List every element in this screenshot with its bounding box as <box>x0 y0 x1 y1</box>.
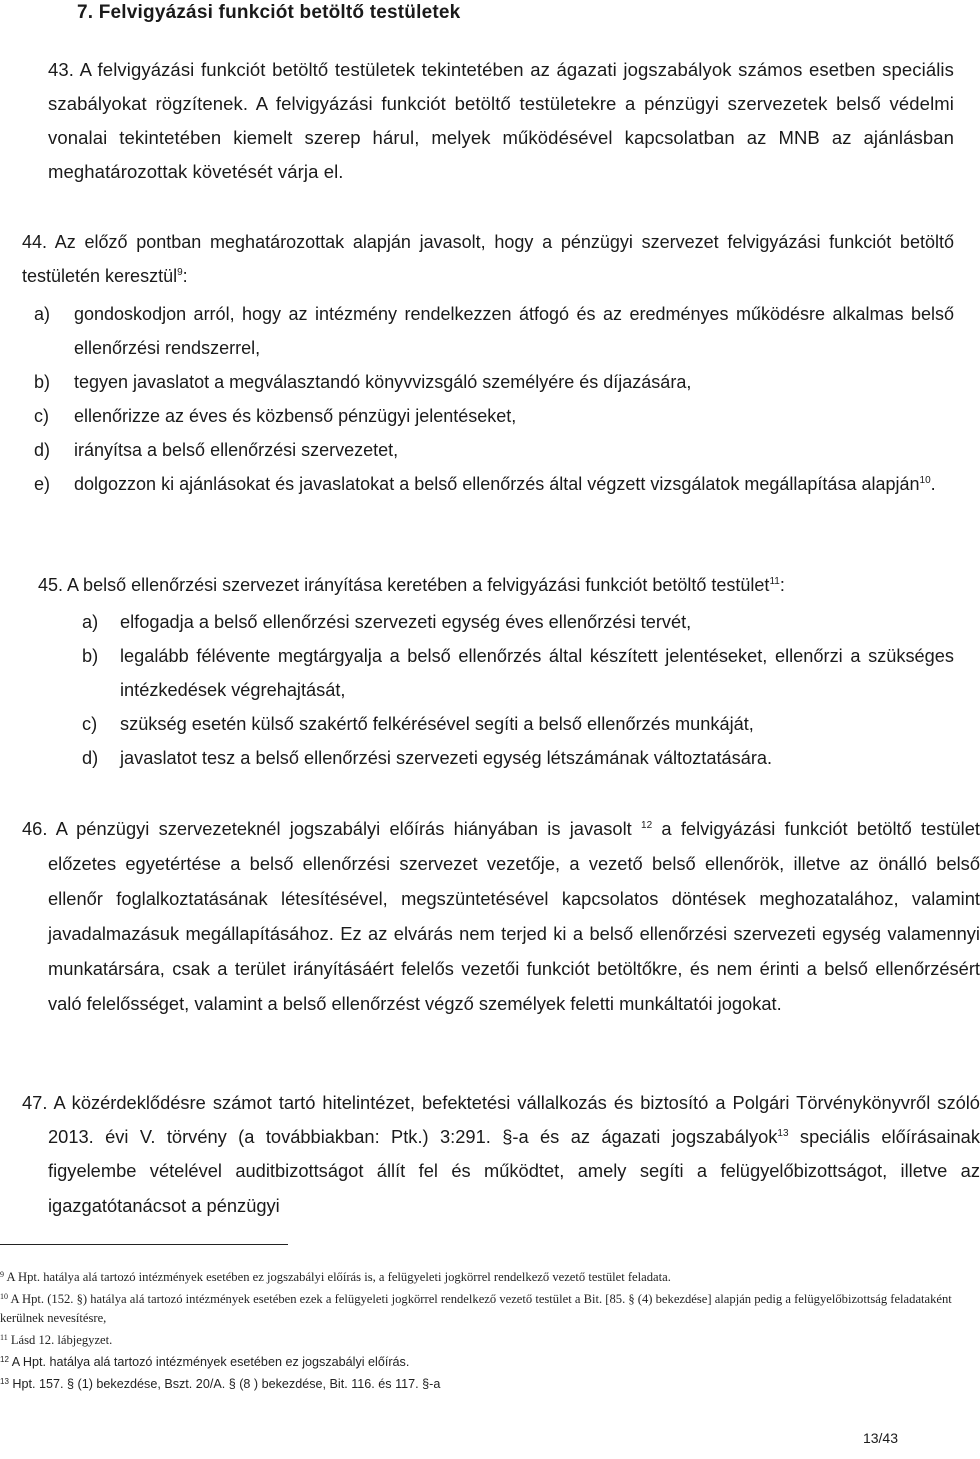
paragraph-43 <box>48 53 954 189</box>
list-item: c) szükség esetén külső szakértő felkérésével segíti a belső ellenőrzés munkáját, <box>82 714 754 734</box>
paragraph-number: 46. <box>22 818 48 839</box>
footnote-divider <box>0 1244 288 1245</box>
footnote-ref[interactable]: 10 <box>919 475 931 486</box>
footnote-12: $^{12}$ A Hpt. hatálya alá tartozó intézmények esetében ez jogszabályi előírás. <box>0 1355 410 1369</box>
section-title: 7. Felvigyázási funkciót betöltő testületek <box>77 2 461 23</box>
footnote-ref[interactable]: 9 <box>177 267 183 278</box>
paragraph-number: 43. <box>48 59 75 80</box>
footnote-11: $^{11}$ Lásd 12. lábjegyzet. <box>0 1333 113 1347</box>
footnote-9: $^9$ A Hpt. hatálya alá tartozó intézmények esetében ez jogszabályi előírás is, a felügyeleti jogkörrel rendelkező vezető testület feladata. <box>0 1270 671 1284</box>
list-item: e) dolgozzon ki ajánlásokat és javaslatokat a belső ellenőrzés által végzett vizsgálatok megállapítása alapján$^{10}$. <box>34 474 936 494</box>
paragraph-number: 44. <box>22 232 48 252</box>
footnote-ref[interactable]: 13 <box>777 1128 789 1140</box>
paragraph-text: A felvigyázási funkciót betöltő testületek tekintetében az ágazati jogszabályok számos esetben speciális szabályokat rögzítenek. A felvigyázási funkciót betöltő testületekre a pénzügyi szervezetek belső védelmi vonalai tekintetében kiemelt szerep hárul, melyek működésével kapcsolatban az MNB az ajánlásban meghatározottak követését várja el. <box>48 59 954 182</box>
list-item: b) legalább félévente megtárgyalja a belső ellenőrzés által készített jelentéseket, ellenőrzi a szükséges intézkedések végrehajtását, <box>82 646 954 700</box>
list-item: d) irányítsa a belső ellenőrzési szervezetet, <box>34 440 399 460</box>
footnote-ref[interactable]: 12 <box>641 820 653 831</box>
page-number: 13/43 <box>862 1430 898 1446</box>
paragraph-text: A belső ellenőrzési szervezet irányítása keretében a felvigyázási funkciót betöltő testület <box>67 575 770 595</box>
footnote-10: $^{10}$ A Hpt. (152. §) hatálya alá tartozó intézmények esetében ezek a felügyeleti jogkörrel rendelkező vezető testület a Bit. [85. § (4) bekezdése] alapján pedig a felügyelőbizottság feladataként kerülnek nevesítésre, <box>0 1292 952 1325</box>
list-item: a) gondoskodjon arról, hogy az intézmény rendelkezzen átfogó és az eredményes működésre alkalmas belső ellenőrzési rendszerrel, <box>34 304 954 358</box>
paragraph-number: 45. <box>38 575 64 595</box>
list-45 <box>82 605 954 775</box>
paragraph-44: 44. Az előző pontban meghatározottak alapján javasolt, hogy a pénzügyi szervezet felvigyázási funkciót betöltő testületén keresztül$^9$: <box>22 232 954 286</box>
paragraph-46: 46. A pénzügyi szervezeteknél jogszabályi előírás hiányában is javasolt $^{12}$ a felvigyázási funkciót betöltő testület előzetes egyetértése a belső ellenőrzési szervezet vezetője, a vezető belső ellenőrök, illetve az önálló belső ellenőr foglalkoztatásának létesítésével, megszüntetésével kapcsolatos döntések meghozatalához, valamint javadalmazásuk megállapításához. Ez az elvárás nem terjed ki a belső ellenőrzési szervezeti egység valamennyi munkatársára, csak a terület irányításáért felelős vezetői funkciót betöltőkre, és nem érinti a belső ellenőrzésért való felelősséget, valamint a belső ellenőrzést végző személyek feletti munkáltatói jogokat. <box>22 818 980 1014</box>
list-item: a) elfogadja a belső ellenőrzési szervezeti egység éves ellenőrzési tervét, <box>82 612 692 632</box>
paragraph-text: Az előző pontban meghatározottak alapján javasolt, hogy a pénzügyi szervezet felvigyázási funkciót betöltő testületén keresztül <box>22 232 954 286</box>
footnotes <box>0 1268 960 1397</box>
paragraph-45: 45. A belső ellenőrzési szervezet irányítása keretében a felvigyázási funkciót betöltő testület$^{11}$: <box>38 575 785 595</box>
list-44 <box>34 297 954 501</box>
paragraph-number: 47. <box>22 1092 48 1113</box>
footnote-ref[interactable]: 11 <box>769 576 780 587</box>
list-item: d) javaslatot tesz a belső ellenőrzési szervezeti egység létszámának változtatására. <box>82 748 773 768</box>
list-item: b) tegyen javaslatot a megválasztandó könyvvizsgáló személyére és díjazására, <box>34 372 692 392</box>
list-item: c) ellenőrizze az éves és közbenső pénzügyi jelentéseket, <box>34 406 517 426</box>
paragraph-47: 47. A közérdeklődésre számot tartó hitelintézet, befektetési vállalkozás és biztosító a Polgári Törvénykönyvről szóló 2013. évi V. törvény (a továbbiakban: Ptk.) 3:291. §-a és az ágazati jogszabályok$^{13}$ speciális előírásainak figyelembe vételével auditbizottságot állít fel és működtet, amely segíti a felügyelőbizottságot, illetve az igazgatótanácsot a pénzügyi <box>22 1092 980 1216</box>
footnote-13: $^{13}$ Hpt. 157. § (1) bekezdése, Bszt. 20/A. § (8 ) bekezdése, Bit. 116. és 117. §-a <box>0 1377 441 1391</box>
